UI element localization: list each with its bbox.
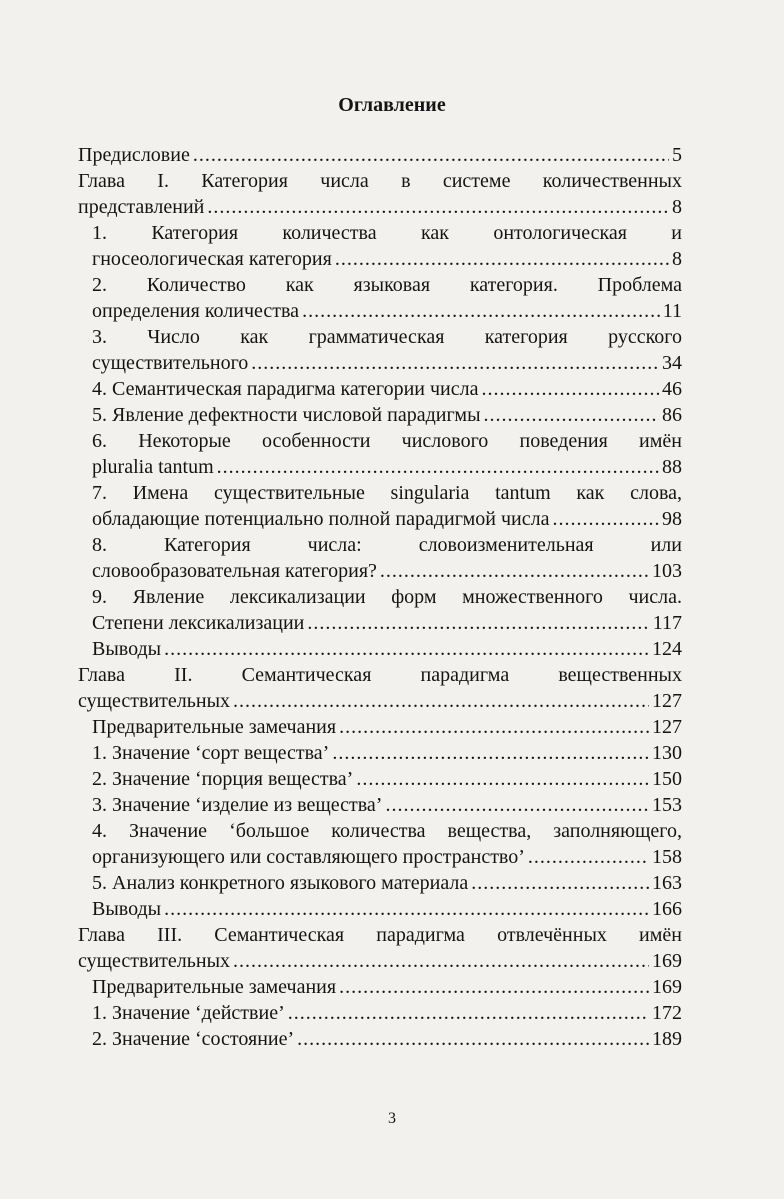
toc-entry xyxy=(78,766,682,792)
dot-leader xyxy=(164,636,649,662)
toc-entry-page-number: 158 xyxy=(652,846,682,868)
page-title: Оглавление xyxy=(338,94,446,116)
dot-leader xyxy=(481,376,659,402)
toc-entry-page-number: 46 xyxy=(662,378,682,400)
toc-entry-page-number: 127 xyxy=(652,716,682,738)
toc-entry-title-line: существительных xyxy=(78,950,231,972)
toc-entry xyxy=(78,714,682,740)
toc-entry xyxy=(78,142,682,168)
toc-entry-title-line: представлений xyxy=(78,196,205,218)
toc-entry xyxy=(78,792,682,818)
toc-entry-last-line xyxy=(92,376,682,402)
toc-entry-last-line xyxy=(92,636,682,662)
toc-entry-last-line xyxy=(78,194,682,220)
toc-entry-title-line: 1. Значение ‘действие’ xyxy=(92,1002,285,1024)
toc-entry xyxy=(78,220,682,272)
toc-entry-page-number: 124 xyxy=(652,638,682,660)
toc-entry xyxy=(78,974,682,1000)
toc-entry-page-number: 130 xyxy=(652,742,682,764)
toc-entry xyxy=(78,1000,682,1026)
toc-entry-page-number: 169 xyxy=(652,950,682,972)
dot-leader xyxy=(385,792,649,818)
toc-entry-page-number: 172 xyxy=(652,1002,682,1024)
toc-entry-title-line: Выводы xyxy=(92,898,162,920)
toc-entry-last-line xyxy=(92,454,682,480)
toc-entry-title-line: организующего или составляющего пространство’ xyxy=(92,846,525,868)
dot-leader xyxy=(339,714,649,740)
toc-entry-title-line: 7. Имена существительные singularia tantum как слова, xyxy=(92,482,682,504)
toc-entry-page-number: 88 xyxy=(662,456,682,478)
toc-entry-page-number: 166 xyxy=(652,898,682,920)
toc-entry-page-number: 150 xyxy=(652,768,682,790)
toc-entry xyxy=(78,532,682,584)
toc-entry xyxy=(78,870,682,896)
dot-leader xyxy=(233,688,649,714)
toc-entry-title-line: словообразовательная категория? xyxy=(92,560,377,582)
toc-entry-title-line: 6. Некоторые особенности числового поведения имён xyxy=(92,430,682,452)
toc-entry-page-number: 169 xyxy=(652,976,682,998)
toc-entry xyxy=(78,402,682,428)
toc-entry xyxy=(78,662,682,714)
toc-entry-title-line: 3. Значение ‘изделие из вещества’ xyxy=(92,794,383,816)
dot-leader xyxy=(193,142,669,168)
dot-leader xyxy=(307,610,649,636)
toc-entry-last-line xyxy=(92,558,682,584)
toc-entry xyxy=(78,168,682,220)
toc-entry xyxy=(78,480,682,532)
toc-entry-title-line: 1. Значение ‘сорт вещества’ xyxy=(92,742,330,764)
toc-entry xyxy=(78,1026,682,1052)
toc-entry-last-line xyxy=(92,506,682,532)
toc-entry-last-line xyxy=(92,870,682,896)
toc-entry xyxy=(78,324,682,376)
toc-entry xyxy=(78,740,682,766)
toc-entry-last-line xyxy=(92,792,682,818)
toc-entry xyxy=(78,272,682,324)
toc-entry xyxy=(78,376,682,402)
toc-entry-title-line: Предварительные замечания xyxy=(92,716,337,738)
toc-entry xyxy=(78,896,682,922)
toc-entry-title-line: Глава III. Семантическая парадигма отвлечённых имён xyxy=(78,924,682,946)
toc-entry-page-number: 98 xyxy=(662,508,682,530)
toc-entry-page-number: 86 xyxy=(662,404,682,426)
toc-entry xyxy=(78,428,682,480)
toc-entry-title-line: определения количества xyxy=(92,300,300,322)
toc-entry-title-line: 4. Семантическая парадигма категории числа xyxy=(92,378,479,400)
toc-entry xyxy=(78,584,682,636)
dot-leader xyxy=(553,506,660,532)
dot-leader xyxy=(251,350,659,376)
toc-entry-page-number: 11 xyxy=(662,300,682,322)
toc-entry-title-line: 5. Явление дефектности числовой парадигмы xyxy=(92,404,481,426)
toc-entry-last-line xyxy=(92,350,682,376)
toc-entry-page-number: 34 xyxy=(662,352,682,374)
toc-entry-page-number: 163 xyxy=(652,872,682,894)
toc-entry-last-line xyxy=(92,1026,682,1052)
toc-entry-title-line: существительного xyxy=(92,352,249,374)
dot-leader xyxy=(302,298,660,324)
toc-entry-page-number: 127 xyxy=(652,690,682,712)
toc-entry-page-number: 8 xyxy=(672,196,682,218)
toc-entry-last-line xyxy=(92,740,682,766)
toc-entry-title-line: 2. Количество как языковая категория. Проблема xyxy=(92,274,682,296)
toc-entry xyxy=(78,818,682,870)
toc-entry-title-line: Глава I. Категория числа в системе количественных xyxy=(78,170,682,192)
toc-entry-title-line: 4. Значение ‘большое количества вещества, заполняющего, xyxy=(92,820,682,842)
dot-leader xyxy=(288,1000,649,1026)
toc-entry-title-line: обладающие потенциально полной парадигмой числа xyxy=(92,508,550,530)
toc-entry-last-line xyxy=(92,766,682,792)
dot-leader xyxy=(380,558,649,584)
toc-entry-title-line: 8. Категория числа: словоизменительная или xyxy=(92,534,682,556)
toc-entry-title-line: 9. Явление лексикализации форм множественного числа. xyxy=(92,586,682,608)
dot-leader xyxy=(471,870,649,896)
toc-entry-title-line: Глава II. Семантическая парадигма вещественных xyxy=(78,664,682,686)
toc-entry-page-number: 8 xyxy=(672,248,682,270)
dot-leader xyxy=(332,740,649,766)
toc-entry-last-line xyxy=(92,246,682,272)
dot-leader xyxy=(335,246,669,272)
toc-entry-last-line xyxy=(92,298,682,324)
dot-leader xyxy=(356,766,649,792)
toc-entry-page-number: 117 xyxy=(652,612,682,634)
toc-entry-title-line: Предварительные замечания xyxy=(92,976,337,998)
dot-leader xyxy=(217,454,659,480)
toc-entry-title-line: гносеологическая категория xyxy=(92,248,332,270)
toc-entry-page-number: 153 xyxy=(652,794,682,816)
toc-entry-title-line: 2. Значение ‘порция вещества’ xyxy=(92,768,354,790)
toc-entry-title-line: pluralia tantum xyxy=(92,456,214,478)
dot-leader xyxy=(339,974,649,1000)
toc-entry-title-line: Предисловие xyxy=(78,144,190,166)
toc-entry-title-line: Степени лексикализации xyxy=(92,612,305,634)
toc-entry-last-line xyxy=(78,142,682,168)
toc-entry-title-line: 5. Анализ конкретного языкового материала xyxy=(92,872,469,894)
toc-entry-page-number: 103 xyxy=(652,560,682,582)
toc-entry-title-line: Выводы xyxy=(92,638,162,660)
dot-leader xyxy=(164,896,649,922)
toc-entry xyxy=(78,636,682,662)
toc-entry-last-line xyxy=(92,1000,682,1026)
toc-entry-title-line: 3. Число как грамматическая категория русского xyxy=(92,326,682,348)
toc-entry-page-number: 5 xyxy=(672,144,682,166)
page-number: 3 xyxy=(388,1110,396,1127)
toc-entry-last-line xyxy=(92,714,682,740)
toc-entry-last-line xyxy=(78,948,682,974)
toc-entry-title-line: 2. Значение ‘состояние’ xyxy=(92,1028,295,1050)
toc-entry-last-line xyxy=(92,402,682,428)
toc-entry-title-line: 1. Категория количества как онтологическая и xyxy=(92,222,682,244)
toc-entry-last-line xyxy=(78,688,682,714)
dot-leader xyxy=(297,1026,649,1052)
toc-entry-last-line xyxy=(92,974,682,1000)
toc-entry-last-line xyxy=(92,610,682,636)
toc-entry-last-line xyxy=(92,896,682,922)
dot-leader xyxy=(207,194,669,220)
toc-entry xyxy=(78,922,682,974)
dot-leader xyxy=(233,948,649,974)
dot-leader xyxy=(528,844,649,870)
table-of-contents xyxy=(78,142,682,1052)
toc-entry-last-line xyxy=(92,844,682,870)
dot-leader xyxy=(484,402,659,428)
toc-entry-title-line: существительных xyxy=(78,690,231,712)
toc-entry-page-number: 189 xyxy=(652,1028,682,1050)
